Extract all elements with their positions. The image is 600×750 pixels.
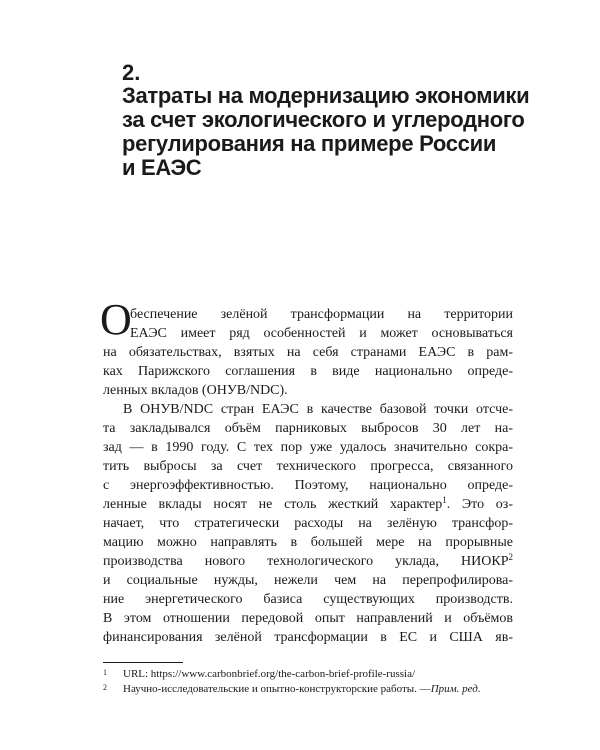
text-line: и социальные нужды, нежели чем на перепрофилирова- <box>103 573 513 588</box>
footnote-ref-2[interactable]: 2 <box>508 552 513 562</box>
footnote-text[interactable]: URL: https://www.carbonbrief.org/the-carbon-brief-profile-russia/ <box>123 668 416 680</box>
text-fragment: ленные вклады носят не столь жесткий характер <box>103 497 443 512</box>
text-fragment: . Это оз- <box>446 497 513 512</box>
text-line: с энергоэффективностью. Поэтому, национально опреде- <box>103 478 513 493</box>
chapter-title-line: и ЕАЭС <box>122 155 202 180</box>
footnote-ref-1[interactable]: 1 <box>442 495 447 505</box>
text-line: мацию можно направлять в большей мере на прорывные <box>103 535 513 550</box>
text-line: тить выбросы за счет технического прогресса, связанного <box>103 459 513 474</box>
footnote-text: Научно-исследовательские и опытно-конструкторские работы. — <box>123 683 431 695</box>
text-line: та закладывался объём парниковых выбросов 30 лет на- <box>103 421 513 436</box>
text-line: ЕАЭС имеет ряд особенностей и может основываться <box>130 326 513 341</box>
body-text <box>103 305 513 647</box>
text-line: финансирования зелёной трансформации в ЕС и США яв- <box>103 630 513 645</box>
chapter-title-line: за счет экологического и углеродного <box>122 107 525 132</box>
text-line: В этом отношении передовой опыт направлений и объёмов <box>103 611 513 626</box>
text-line: ленных вкладов (ОНУВ/NDC). <box>103 383 288 398</box>
drop-cap: О <box>100 295 132 344</box>
text-line: на обязательствах, взятых на себя странами ЕАЭС в рам- <box>103 345 513 360</box>
footnote-number: 1 <box>103 668 107 677</box>
footnote-divider <box>103 662 183 663</box>
chapter-title-line: Затраты на модернизацию экономики <box>122 83 530 108</box>
text-fragment: производства нового технологического уклада, НИОКР <box>103 554 509 569</box>
footnote-number: 2 <box>103 683 107 692</box>
text-line: зад — в 1990 году. С тех пор уже удалось значительно сокра- <box>103 440 513 455</box>
footnote-2 <box>103 682 523 697</box>
chapter-number: 2. <box>122 60 141 85</box>
text-line <box>103 495 513 514</box>
text-line <box>103 552 513 571</box>
text-line: ках Парижского соглашения в виде национально опреде- <box>103 364 513 379</box>
chapter-title <box>122 83 530 180</box>
text-line: беспечение зелёной трансформации на территории <box>130 307 513 322</box>
text-line: начает, что стратегически расходы на зелёную трансфор- <box>103 516 513 531</box>
footnotes <box>103 667 523 697</box>
footnote-1 <box>103 667 523 682</box>
editor-note: Прим. ред. <box>430 683 481 695</box>
text-line: ние энергетического базиса существующих производств. <box>103 592 513 607</box>
chapter-title-line: регулирования на примере России <box>122 131 497 156</box>
text-line: В ОНУВ/NDC стран ЕАЭС в качестве базовой точки отсче- <box>123 402 513 417</box>
